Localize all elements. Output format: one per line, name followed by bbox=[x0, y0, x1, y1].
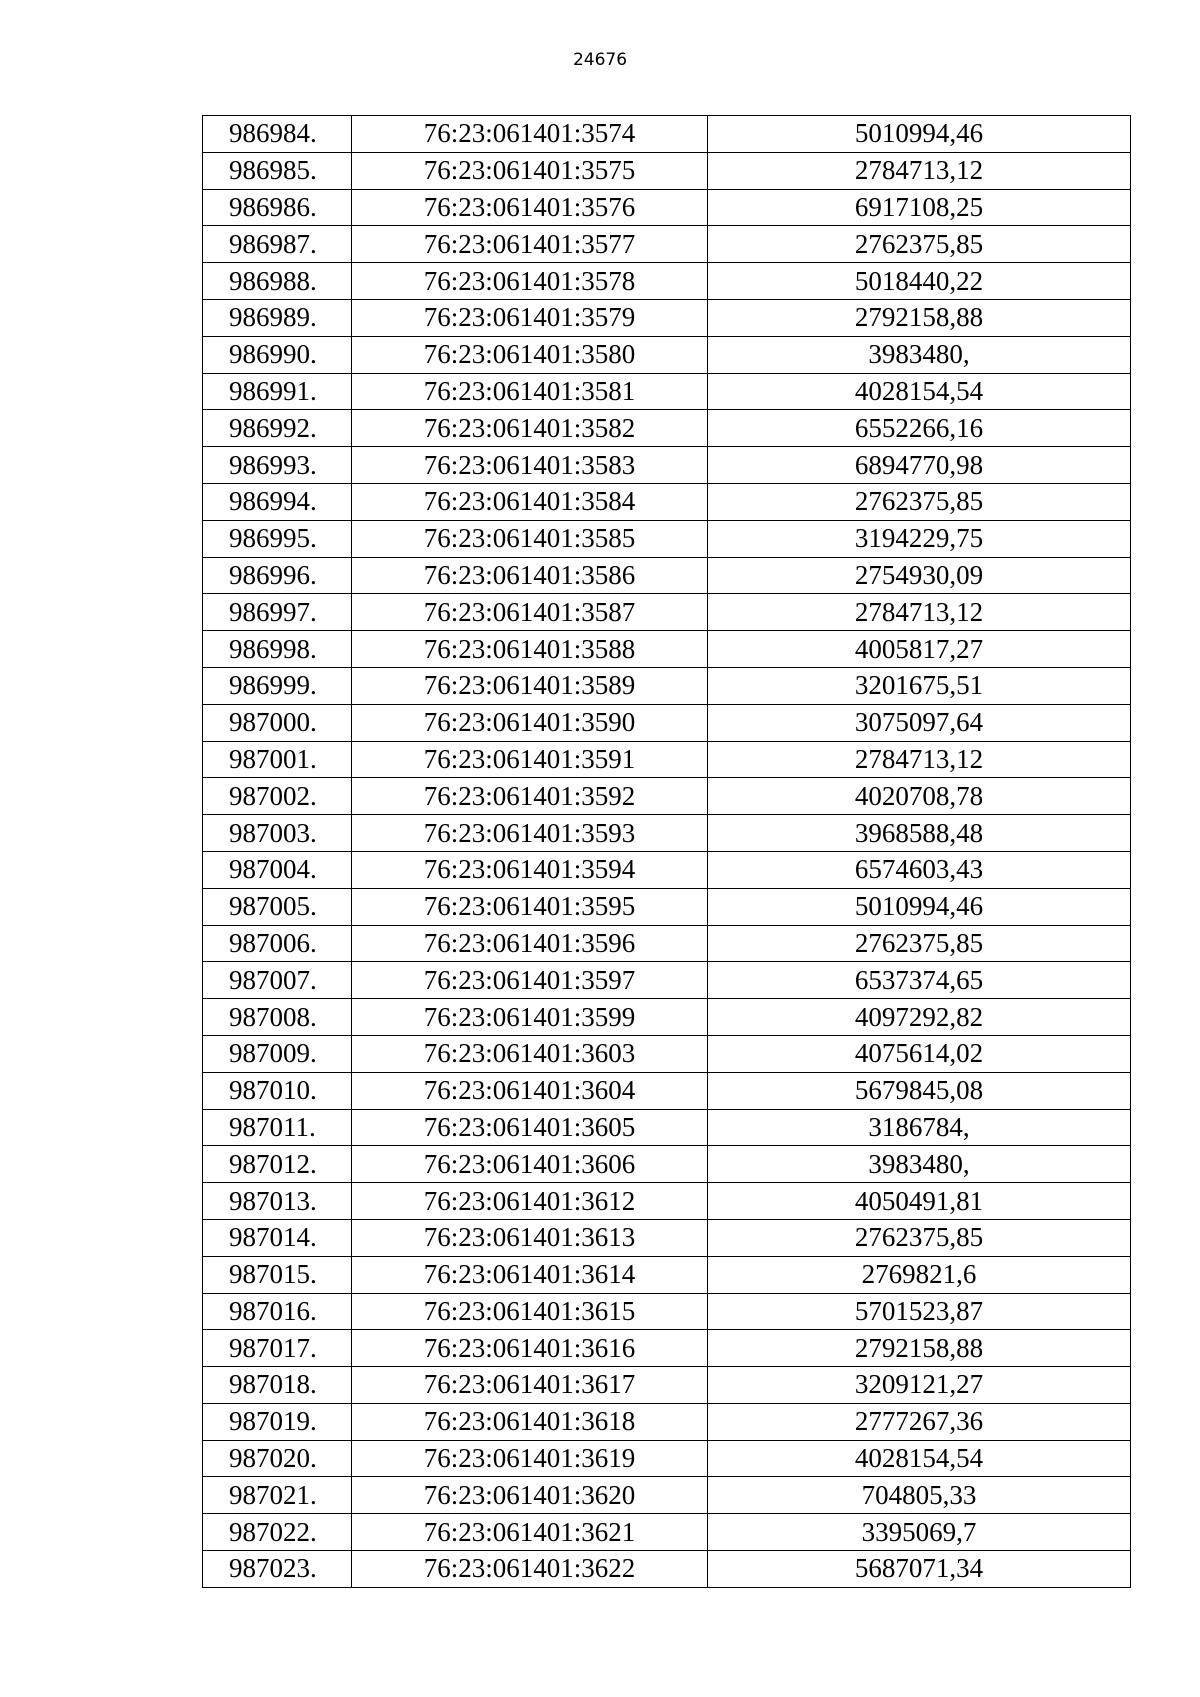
cadastral-number-cell: 76:23:061401:3582 bbox=[352, 410, 708, 447]
table-row bbox=[203, 1256, 1131, 1293]
row-number-cell: 987001. bbox=[203, 741, 352, 778]
cadastral-value-cell: 3983480, bbox=[708, 336, 1131, 373]
cadastral-number-cell: 76:23:061401:3594 bbox=[352, 851, 708, 888]
table-row bbox=[203, 116, 1131, 153]
row-number-cell: 987016. bbox=[203, 1293, 352, 1330]
cadastral-value-cell: 3186784, bbox=[708, 1109, 1131, 1146]
cadastral-value-cell: 3983480, bbox=[708, 1146, 1131, 1183]
cadastral-number-cell: 76:23:061401:3615 bbox=[352, 1293, 708, 1330]
table-row bbox=[203, 1109, 1131, 1146]
row-number-cell: 987003. bbox=[203, 815, 352, 852]
row-number-cell: 987013. bbox=[203, 1183, 352, 1220]
row-number-cell: 987002. bbox=[203, 778, 352, 815]
table-row bbox=[203, 1072, 1131, 1109]
table-row bbox=[203, 299, 1131, 336]
row-number-cell: 987012. bbox=[203, 1146, 352, 1183]
row-number-cell: 986990. bbox=[203, 336, 352, 373]
row-number-cell: 987005. bbox=[203, 888, 352, 925]
row-number-cell: 987006. bbox=[203, 925, 352, 962]
cadastral-number-cell: 76:23:061401:3592 bbox=[352, 778, 708, 815]
cadastral-value-cell: 5018440,22 bbox=[708, 263, 1131, 300]
cadastral-number-cell: 76:23:061401:3620 bbox=[352, 1477, 708, 1514]
table-body bbox=[203, 116, 1131, 1588]
cadastral-number-cell: 76:23:061401:3577 bbox=[352, 226, 708, 263]
cadastral-value-cell: 2792158,88 bbox=[708, 1330, 1131, 1367]
cadastral-number-cell: 76:23:061401:3581 bbox=[352, 373, 708, 410]
table-row bbox=[203, 410, 1131, 447]
table-row bbox=[203, 1514, 1131, 1551]
cadastral-value-cell: 3209121,27 bbox=[708, 1367, 1131, 1404]
cadastral-number-cell: 76:23:061401:3575 bbox=[352, 152, 708, 189]
page-number: 24676 bbox=[572, 50, 628, 70]
cadastral-value-cell: 5679845,08 bbox=[708, 1072, 1131, 1109]
cadastral-number-cell: 76:23:061401:3599 bbox=[352, 999, 708, 1036]
row-number-cell: 986995. bbox=[203, 520, 352, 557]
table-row bbox=[203, 741, 1131, 778]
row-number-cell: 986993. bbox=[203, 447, 352, 484]
cadastral-value-cell: 3395069,7 bbox=[708, 1514, 1131, 1551]
cadastral-number-cell: 76:23:061401:3613 bbox=[352, 1219, 708, 1256]
cadastral-number-cell: 76:23:061401:3619 bbox=[352, 1440, 708, 1477]
cadastral-number-cell: 76:23:061401:3605 bbox=[352, 1109, 708, 1146]
cadastral-value-cell: 6537374,65 bbox=[708, 962, 1131, 999]
row-number-cell: 987018. bbox=[203, 1367, 352, 1404]
cadastral-value-cell: 4005817,27 bbox=[708, 631, 1131, 668]
cadastral-number-cell: 76:23:061401:3606 bbox=[352, 1146, 708, 1183]
cadastral-number-cell: 76:23:061401:3603 bbox=[352, 1035, 708, 1072]
cadastral-value-cell: 4097292,82 bbox=[708, 999, 1131, 1036]
cadastral-number-cell: 76:23:061401:3593 bbox=[352, 815, 708, 852]
cadastral-value-cell: 6894770,98 bbox=[708, 447, 1131, 484]
table-row bbox=[203, 1367, 1131, 1404]
row-number-cell: 987022. bbox=[203, 1514, 352, 1551]
table-row bbox=[203, 189, 1131, 226]
table-row bbox=[203, 594, 1131, 631]
row-number-cell: 987009. bbox=[203, 1035, 352, 1072]
row-number-cell: 986984. bbox=[203, 116, 352, 153]
table-row bbox=[203, 1146, 1131, 1183]
cadastral-value-cell: 2762375,85 bbox=[708, 483, 1131, 520]
table-row bbox=[203, 999, 1131, 1036]
row-number-cell: 986989. bbox=[203, 299, 352, 336]
table-row bbox=[203, 263, 1131, 300]
cadastral-value-cell: 2754930,09 bbox=[708, 557, 1131, 594]
cadastral-value-cell: 2792158,88 bbox=[708, 299, 1131, 336]
cadastral-number-cell: 76:23:061401:3587 bbox=[352, 594, 708, 631]
cadastral-number-cell: 76:23:061401:3621 bbox=[352, 1514, 708, 1551]
cadastral-value-cell: 4020708,78 bbox=[708, 778, 1131, 815]
row-number-cell: 987011. bbox=[203, 1109, 352, 1146]
cadastral-number-cell: 76:23:061401:3586 bbox=[352, 557, 708, 594]
cadastral-value-cell: 4075614,02 bbox=[708, 1035, 1131, 1072]
table-row bbox=[203, 373, 1131, 410]
row-number-cell: 987019. bbox=[203, 1403, 352, 1440]
table-row bbox=[203, 1293, 1131, 1330]
table-row bbox=[203, 1551, 1131, 1588]
cadastral-value-cell: 4028154,54 bbox=[708, 1440, 1131, 1477]
cadastral-number-cell: 76:23:061401:3588 bbox=[352, 631, 708, 668]
table-row bbox=[203, 815, 1131, 852]
row-number-cell: 986996. bbox=[203, 557, 352, 594]
cadastral-number-cell: 76:23:061401:3597 bbox=[352, 962, 708, 999]
cadastral-value-cell: 4028154,54 bbox=[708, 373, 1131, 410]
cadastral-number-cell: 76:23:061401:3580 bbox=[352, 336, 708, 373]
cadastral-number-cell: 76:23:061401:3583 bbox=[352, 447, 708, 484]
row-number-cell: 987000. bbox=[203, 704, 352, 741]
row-number-cell: 986997. bbox=[203, 594, 352, 631]
cadastral-value-cell: 2784713,12 bbox=[708, 741, 1131, 778]
cadastral-number-cell: 76:23:061401:3591 bbox=[352, 741, 708, 778]
cadastral-value-cell: 2762375,85 bbox=[708, 925, 1131, 962]
cadastral-number-cell: 76:23:061401:3596 bbox=[352, 925, 708, 962]
table-row bbox=[203, 1477, 1131, 1514]
cadastral-number-cell: 76:23:061401:3576 bbox=[352, 189, 708, 226]
table-row bbox=[203, 1035, 1131, 1072]
cadastral-number-cell: 76:23:061401:3612 bbox=[352, 1183, 708, 1220]
row-number-cell: 986986. bbox=[203, 189, 352, 226]
cadastral-value-cell: 5687071,34 bbox=[708, 1551, 1131, 1588]
table-row bbox=[203, 483, 1131, 520]
table-row bbox=[203, 778, 1131, 815]
table-row bbox=[203, 925, 1131, 962]
cadastral-value-cell: 2784713,12 bbox=[708, 152, 1131, 189]
table-row bbox=[203, 520, 1131, 557]
cadastral-value-cell: 4050491,81 bbox=[708, 1183, 1131, 1220]
row-number-cell: 986988. bbox=[203, 263, 352, 300]
cadastral-value-cell: 704805,33 bbox=[708, 1477, 1131, 1514]
cadastral-value-cell: 6552266,16 bbox=[708, 410, 1131, 447]
cadastral-number-cell: 76:23:061401:3589 bbox=[352, 667, 708, 704]
row-number-cell: 987023. bbox=[203, 1551, 352, 1588]
cadastral-value-cell: 2762375,85 bbox=[708, 226, 1131, 263]
table-row bbox=[203, 226, 1131, 263]
row-number-cell: 987014. bbox=[203, 1219, 352, 1256]
table-row bbox=[203, 1403, 1131, 1440]
cadastral-value-cell: 2777267,36 bbox=[708, 1403, 1131, 1440]
table-row bbox=[203, 962, 1131, 999]
row-number-cell: 986985. bbox=[203, 152, 352, 189]
table-row bbox=[203, 1219, 1131, 1256]
cadastral-number-cell: 76:23:061401:3574 bbox=[352, 116, 708, 153]
cadastral-value-cell: 2784713,12 bbox=[708, 594, 1131, 631]
cadastral-number-cell: 76:23:061401:3584 bbox=[352, 483, 708, 520]
cadastral-value-cell: 5010994,46 bbox=[708, 888, 1131, 925]
row-number-cell: 987017. bbox=[203, 1330, 352, 1367]
row-number-cell: 987021. bbox=[203, 1477, 352, 1514]
table-row bbox=[203, 557, 1131, 594]
cadastral-number-cell: 76:23:061401:3618 bbox=[352, 1403, 708, 1440]
table-row bbox=[203, 888, 1131, 925]
table-row bbox=[203, 631, 1131, 668]
row-number-cell: 987015. bbox=[203, 1256, 352, 1293]
row-number-cell: 987010. bbox=[203, 1072, 352, 1109]
table-row bbox=[203, 1330, 1131, 1367]
cadastral-value-cell: 5701523,87 bbox=[708, 1293, 1131, 1330]
cadastral-value-cell: 2769821,6 bbox=[708, 1256, 1131, 1293]
cadastral-number-cell: 76:23:061401:3614 bbox=[352, 1256, 708, 1293]
data-table bbox=[202, 115, 1131, 1588]
cadastral-value-cell: 6574603,43 bbox=[708, 851, 1131, 888]
cadastral-number-cell: 76:23:061401:3595 bbox=[352, 888, 708, 925]
cadastral-value-cell: 3201675,51 bbox=[708, 667, 1131, 704]
row-number-cell: 986998. bbox=[203, 631, 352, 668]
row-number-cell: 987004. bbox=[203, 851, 352, 888]
cadastral-number-cell: 76:23:061401:3585 bbox=[352, 520, 708, 557]
row-number-cell: 986999. bbox=[203, 667, 352, 704]
table-row bbox=[203, 1183, 1131, 1220]
table-row bbox=[203, 667, 1131, 704]
row-number-cell: 987007. bbox=[203, 962, 352, 999]
cadastral-number-cell: 76:23:061401:3616 bbox=[352, 1330, 708, 1367]
cadastral-value-cell: 3194229,75 bbox=[708, 520, 1131, 557]
table-row bbox=[203, 336, 1131, 373]
cadastral-number-cell: 76:23:061401:3622 bbox=[352, 1551, 708, 1588]
row-number-cell: 986992. bbox=[203, 410, 352, 447]
row-number-cell: 987020. bbox=[203, 1440, 352, 1477]
table-row bbox=[203, 851, 1131, 888]
table-row bbox=[203, 152, 1131, 189]
row-number-cell: 986994. bbox=[203, 483, 352, 520]
table-row bbox=[203, 1440, 1131, 1477]
cadastral-value-cell: 3968588,48 bbox=[708, 815, 1131, 852]
row-number-cell: 986991. bbox=[203, 373, 352, 410]
row-number-cell: 986987. bbox=[203, 226, 352, 263]
cadastral-value-cell: 5010994,46 bbox=[708, 116, 1131, 153]
cadastral-number-cell: 76:23:061401:3579 bbox=[352, 299, 708, 336]
cadastral-number-cell: 76:23:061401:3578 bbox=[352, 263, 708, 300]
cadastral-number-cell: 76:23:061401:3590 bbox=[352, 704, 708, 741]
cadastral-number-cell: 76:23:061401:3604 bbox=[352, 1072, 708, 1109]
cadastral-number-cell: 76:23:061401:3617 bbox=[352, 1367, 708, 1404]
table-row bbox=[203, 704, 1131, 741]
row-number-cell: 987008. bbox=[203, 999, 352, 1036]
cadastral-value-cell: 3075097,64 bbox=[708, 704, 1131, 741]
cadastral-value-cell: 2762375,85 bbox=[708, 1219, 1131, 1256]
table-row bbox=[203, 447, 1131, 484]
cadastral-value-cell: 6917108,25 bbox=[708, 189, 1131, 226]
